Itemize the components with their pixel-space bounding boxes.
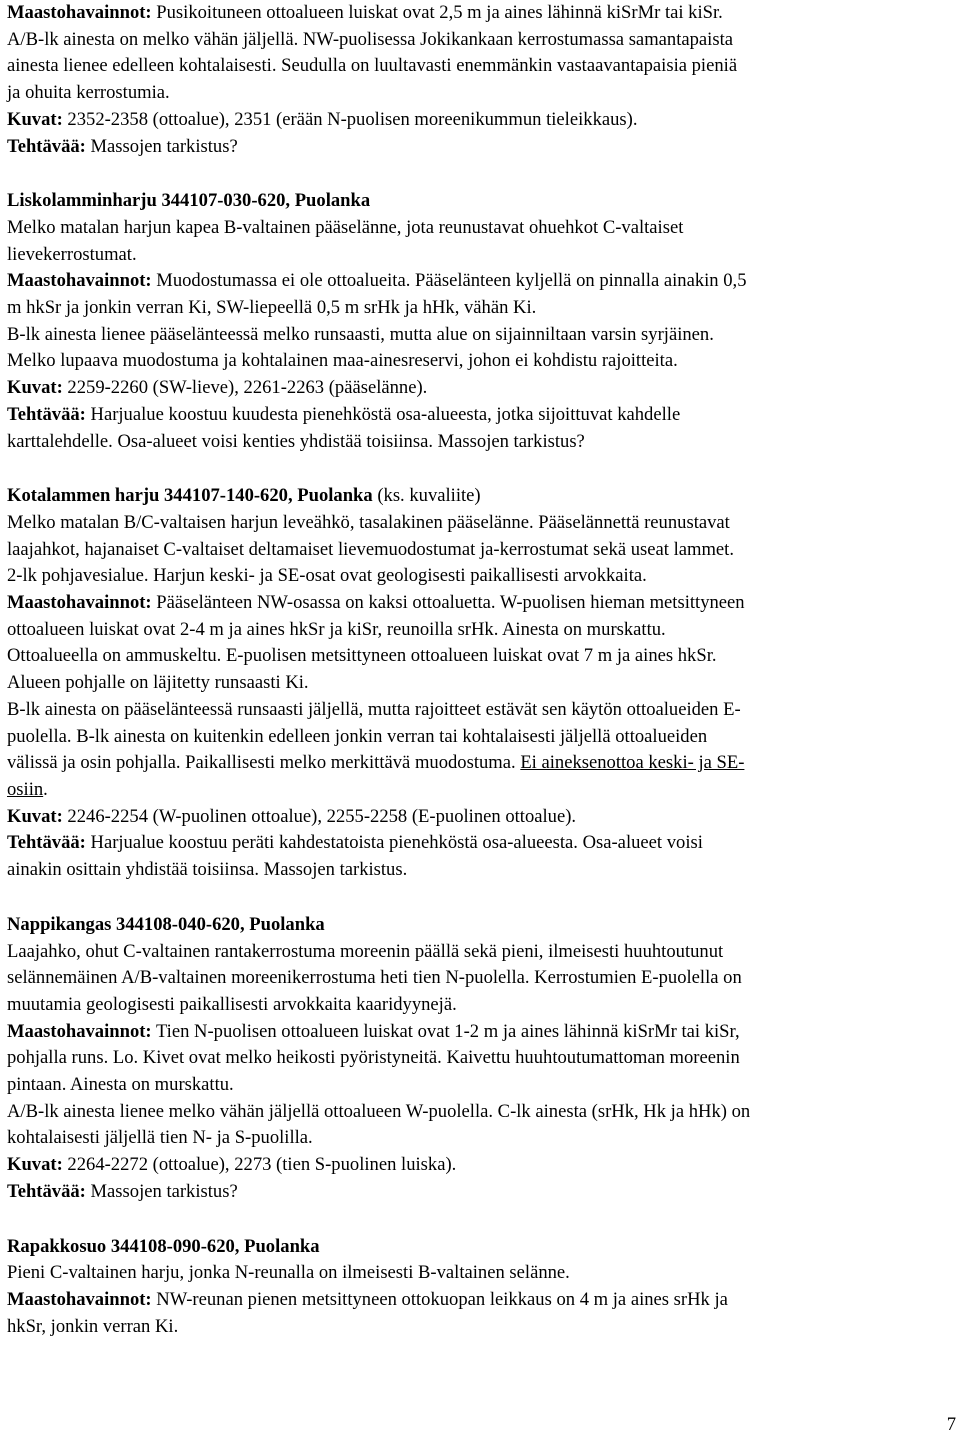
field-label: Maastohavainnot:: [7, 270, 152, 292]
kuvat-line: Kuvat: 2352-2358 (ottoalue), 2351 (erään N-puolisen moreenikummun tieleikkaus).: [7, 108, 638, 130]
field-label: Kuvat:: [7, 1154, 63, 1176]
body-line: puolella. B-lk ainesta on kuitenkin edelleen jonkin verran tai kohtalaisesti jäljellä ottoalueiden: [7, 725, 708, 747]
field-label: Kuvat:: [7, 377, 63, 399]
field-label: Kuvat:: [7, 805, 63, 827]
body-line: osiin.: [7, 778, 48, 800]
description-line: Laajahko, ohut C-valtainen rantakerrostuma moreenin päällä sekä pieni, ilmeisesti huuhtoutunut: [7, 940, 724, 962]
tehtavaa-line: Tehtävää: Harjualue koostuu peräti kahdestatoista pienehköstä osa-alueesta. Osa-alueet voisi: [7, 832, 703, 854]
field-label: Maastohavainnot:: [7, 2, 152, 23]
intro-line: ja ohuita kerrostumia.: [7, 82, 170, 104]
maastohavainnot-line: Maastohavainnot: Tien N-puolisen ottoalueen luiskat ovat 1-2 m ja aines lähinnä kiSrMr tai kiSr,: [7, 1020, 740, 1042]
section-heading: Nappikangas 344108-040-620, Puolanka: [7, 913, 325, 935]
body-line: pohjalla runs. Lo. Kivet ovat melko heikosti pyöristyneitä. Kaivettu huuhtoutumattoman moreenin: [7, 1047, 740, 1069]
maastohavainnot-line: Maastohavainnot: Muodostumassa ei ole ottoalueita. Pääselänteen kyljellä on pinnalla ainakin 0,5: [7, 270, 747, 292]
tehtavaa-line: Tehtävää: Massojen tarkistus?: [7, 135, 238, 157]
description-line: Melko matalan B/C-valtaisen harjun leveähkö, tasalakinen pääselänne. Pääselännettä reunustavat: [7, 511, 730, 533]
description-line: laajahkot, hajanaiset C-valtaiset deltamaiset lievemuodostumat ja-kerrostumat sekä useat lammet.: [7, 538, 734, 560]
section-liskolamminharju: [7, 188, 953, 455]
description-line: lievekerrostumat.: [7, 243, 137, 265]
section-gap: [7, 160, 953, 188]
tehtavaa-line: Tehtävää: Massojen tarkistus?: [7, 1180, 238, 1202]
tehtavaa-line: Tehtävää: Harjualue koostuu kuudesta pienehköstä osa-alueesta, jotka sijoittuvat kahdelle: [7, 403, 681, 425]
section-gap: [7, 1206, 953, 1234]
field-label: Tehtävää:: [7, 403, 86, 425]
section-kotalammen-harju: [7, 483, 953, 884]
body-line: Melko lupaava muodostuma ja kohtalainen maa-ainesreservi, johon ei kohdistu rajoitteita.: [7, 350, 678, 372]
section-heading: Kotalammen harju 344107-140-620, Puolanka (ks. kuvaliite): [7, 485, 481, 507]
field-label: Tehtävää:: [7, 135, 86, 157]
kuvat-line: Kuvat: 2259-2260 (SW-lieve), 2261-2263 (pääselänne).: [7, 377, 428, 399]
body-line: hkSr, jonkin verran Ki.: [7, 1315, 179, 1337]
description-line: selännemäinen A/B-valtainen moreenikerrostuma heti tien N-puolella. Kerrostumien E-puolella on: [7, 967, 742, 989]
section-gap: [7, 884, 953, 912]
body-line: Alueen pohjalle on läjitetty runsaasti Ki.: [7, 672, 309, 694]
body-line: ottoalueen luiskat ovat 2-4 m ja aines hkSr ja kiSr, reunoilla srHk. Ainesta on murskattu.: [7, 618, 666, 640]
description-line: Melko matalan harjun kapea B-valtainen pääselänne, jota reunustavat ohuehkot C-valtaiset: [7, 216, 684, 238]
body-line: pintaan. Ainesta on murskattu.: [7, 1074, 234, 1096]
section-gap: [7, 455, 953, 483]
description-line: 2-lk pohjavesialue. Harjun keski- ja SE-osat ovat geologisesti paikallisesti arvokkaita.: [7, 565, 647, 587]
field-label: Tehtävää:: [7, 1180, 86, 1202]
field-label: Tehtävää:: [7, 832, 86, 854]
intro-section: [7, 0, 953, 160]
body-line: kohtalaisesti jäljellä tien N- ja S-puolilla.: [7, 1127, 313, 1149]
document-page: [7, 0, 953, 1340]
field-label: Maastohavainnot:: [7, 592, 152, 614]
maastohavainnot-line: Maastohavainnot: Pääselänteen NW-osassa on kaksi ottoaluetta. W-puolisen hieman metsittyneen: [7, 592, 745, 614]
description-line: muutamia geologisesti paikallisesti arvokkaita kaaridyynejä.: [7, 993, 457, 1015]
body-line: karttalehdelle. Osa-alueet voisi kenties yhdistää toisiinsa. Massojen tarkistus?: [7, 430, 585, 452]
intro-line: ainesta lienee edelleen kohtalaisesti. Seudulla on luultavasti enemmänkin vastaavantapaisia pieniä: [7, 55, 738, 77]
description-line: Pieni C-valtainen harju, jonka N-reunalla on ilmeisesti B-valtainen selänne.: [7, 1262, 570, 1284]
body-line: B-lk ainesta lienee pääselänteessä melko runsaasti, mutta alue on sijainniltaan varsin syrjäinen.: [7, 323, 714, 345]
section-heading: Rapakkosuo 344108-090-620, Puolanka: [7, 1235, 320, 1257]
body-line: m hkSr ja jonkin verran Ki, SW-liepeellä 0,5 m srHk ja hHk, vähän Ki.: [7, 297, 537, 319]
body-line: B-lk ainesta on pääselänteessä runsaasti jäljellä, mutta rajoitteet estävät sen käytön ottoalueiden E-: [7, 698, 741, 720]
underlined-restriction: Ei aineksenottoa keski- ja SE-: [520, 752, 745, 774]
body-line: A/B-lk ainesta lienee melko vähän jäljellä ottoalueen W-puolella. C-lk ainesta (srHk, Hk ja hHk) on: [7, 1100, 751, 1122]
intro-line: A/B-lk ainesta on melko vähän jäljellä. NW-puolisessa Jokikankaan kerrostumassa samantapaista: [7, 28, 733, 50]
body-line: välissä ja osin pohjalla. Paikallisesti melko merkittävä muodostuma. Ei aineksenottoa keski- ja SE-: [7, 752, 745, 774]
body-line: Ottoalueella on ammuskeltu. E-puolisen metsittyneen ottoalueen luiskat ovat 7 m ja aines hkSr.: [7, 645, 717, 667]
underlined-restriction: osiin: [7, 778, 44, 800]
section-rapakkosuo: [7, 1234, 953, 1341]
field-label: Kuvat:: [7, 108, 63, 130]
body-line: ainakin osittain yhdistää toisiinsa. Massojen tarkistus.: [7, 859, 408, 881]
section-heading: Liskolamminharju 344107-030-620, Puolanka: [7, 190, 371, 212]
page-number: 7: [946, 1414, 956, 1435]
section-nappikangas: [7, 912, 953, 1206]
field-label: Maastohavainnot:: [7, 1288, 152, 1310]
maastohavainnot-line: Maastohavainnot: NW-reunan pienen metsittyneen ottokuopan leikkaus on 4 m ja aines srHk ja: [7, 1288, 728, 1310]
kuvat-line: Kuvat: 2246-2254 (W-puolinen ottoalue), 2255-2258 (E-puolinen ottoalue).: [7, 805, 577, 827]
field-label: Maastohavainnot:: [7, 1020, 152, 1042]
intro-line: Maastohavainnot: Pusikoituneen ottoalueen luiskat ovat 2,5 m ja aines lähinnä kiSrMr tai kiSr.: [7, 2, 723, 23]
kuvat-line: Kuvat: 2264-2272 (ottoalue), 2273 (tien S-puolinen luiska).: [7, 1154, 457, 1176]
